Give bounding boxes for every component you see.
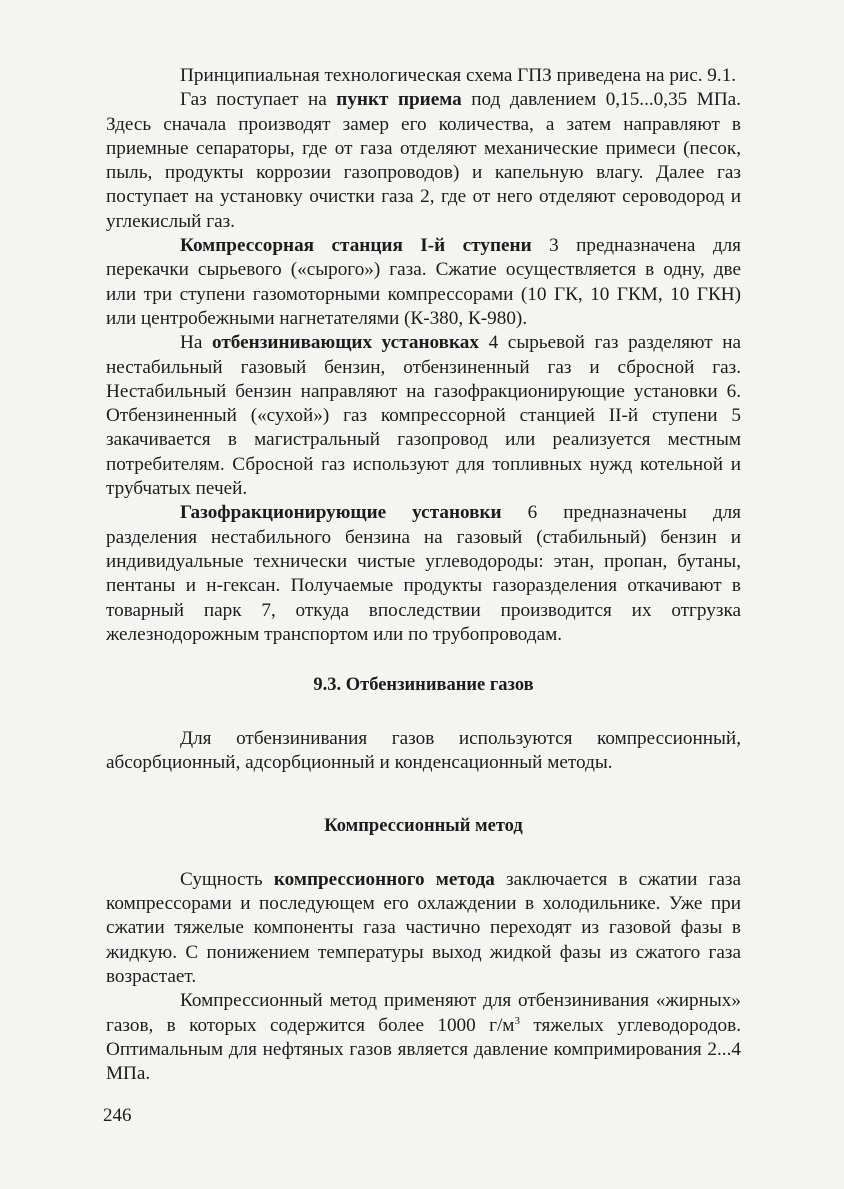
text-run: На — [180, 332, 213, 354]
paragraph-scheme-ref: Принципиальная технологическая схема ГПЗ приведена на рис. 9.1. — [180, 65, 737, 86]
text-run: Сущность — [180, 868, 274, 890]
subsection-heading: Компрессионный метод — [324, 815, 523, 836]
paragraph-methods-intro: Для отбензинивания газов используются компрессионный, абсорбционный, адсорбционный и конденсационный методы. — [106, 728, 741, 774]
bold-term: пункт приема — [336, 89, 462, 111]
paragraph-stripping-units — [106, 331, 741, 501]
text-run: заключается в сжатии газа компрессорами и последующем его охлаждении в холодильнике. Уже при сжатии тяжелые компоненты газа частично переходят из газовой фазы в жидкую. С понижением температуры выход жидкой фазы из сжатого газа возрастает. — [106, 868, 742, 987]
text-run: 3 предназначена для перекачки сырьевого («сырого») газа. Сжатие осуществляется в одну, две или три ступени газомоторными компрессорами (10 ГК, 10 ГКМ, 10 ГКН) или центробежными нагнетателями (К-380, К-980). — [106, 235, 741, 329]
bold-term: отбензинивающих установках — [212, 332, 479, 354]
bold-term: Газофракционирующие установки — [180, 502, 502, 524]
paragraph-compression-essence — [106, 868, 741, 989]
paragraph-fractionation-units — [106, 501, 741, 647]
bold-term: Компрессорная станция I-й ступени — [180, 235, 532, 257]
text-run: под давлением 0,15...0,35 МПа. Здесь сначала производят замер его количества, а затем направляют в приемные сепараторы, где от газа отделяют механические примеси (песок, пыль, продукты коррозии газопроводов) и капельную влагу. Далее газ поступает на установку очистки газа 2, где от него отделяют сероводород и углекислый газ. — [106, 89, 741, 232]
paragraph-compression-application — [106, 989, 741, 1086]
text-run: тяжелых углеводородов. Оптимальным для нефтяных газов является давление компримирования 2...4 МПа. — [106, 1014, 741, 1085]
bold-term: компрессионного метода — [273, 868, 495, 890]
paragraph-reception-point — [106, 88, 741, 234]
superscript: 3 — [514, 1014, 520, 1027]
text-run: 4 сырьевой газ разделяют на нестабильный газовый бензин, отбензиненный газ и сбросной газ. Нестабильный бензин направляют на газофракционирующие установки 6. Отбензиненный («сухой») газ компрессорной станцией II-й ступени 5 закачивается в магистральный газопровод или реализуется местным потребителям. Сбросной газ используют для топливных нужд котельной и трубчатых печей. — [106, 332, 741, 500]
text-run: 6 предназначены для разделения нестабильного бензина на газовый (стабильный) бензин и индивидуальные технически чистые углеводороды: этан, пропан, бутаны, пентаны и н-гексан. Получаемые продукты газоразделения откачивают в товарный парк 7, откуда впоследствии производится их отгрузка железнодорожным транспортом или по трубопроводам. — [106, 502, 741, 645]
paragraph-compressor-station — [106, 234, 741, 331]
section-heading: 9.3. Отбензинивание газов — [313, 675, 534, 696]
text-run: Компрессионный метод применяют для отбензинивания «жирных» газов, в которых содержится более 1000 г/м — [106, 990, 741, 1036]
text-run: Газ поступает на — [180, 89, 337, 111]
page-number: 246 — [103, 1105, 132, 1126]
